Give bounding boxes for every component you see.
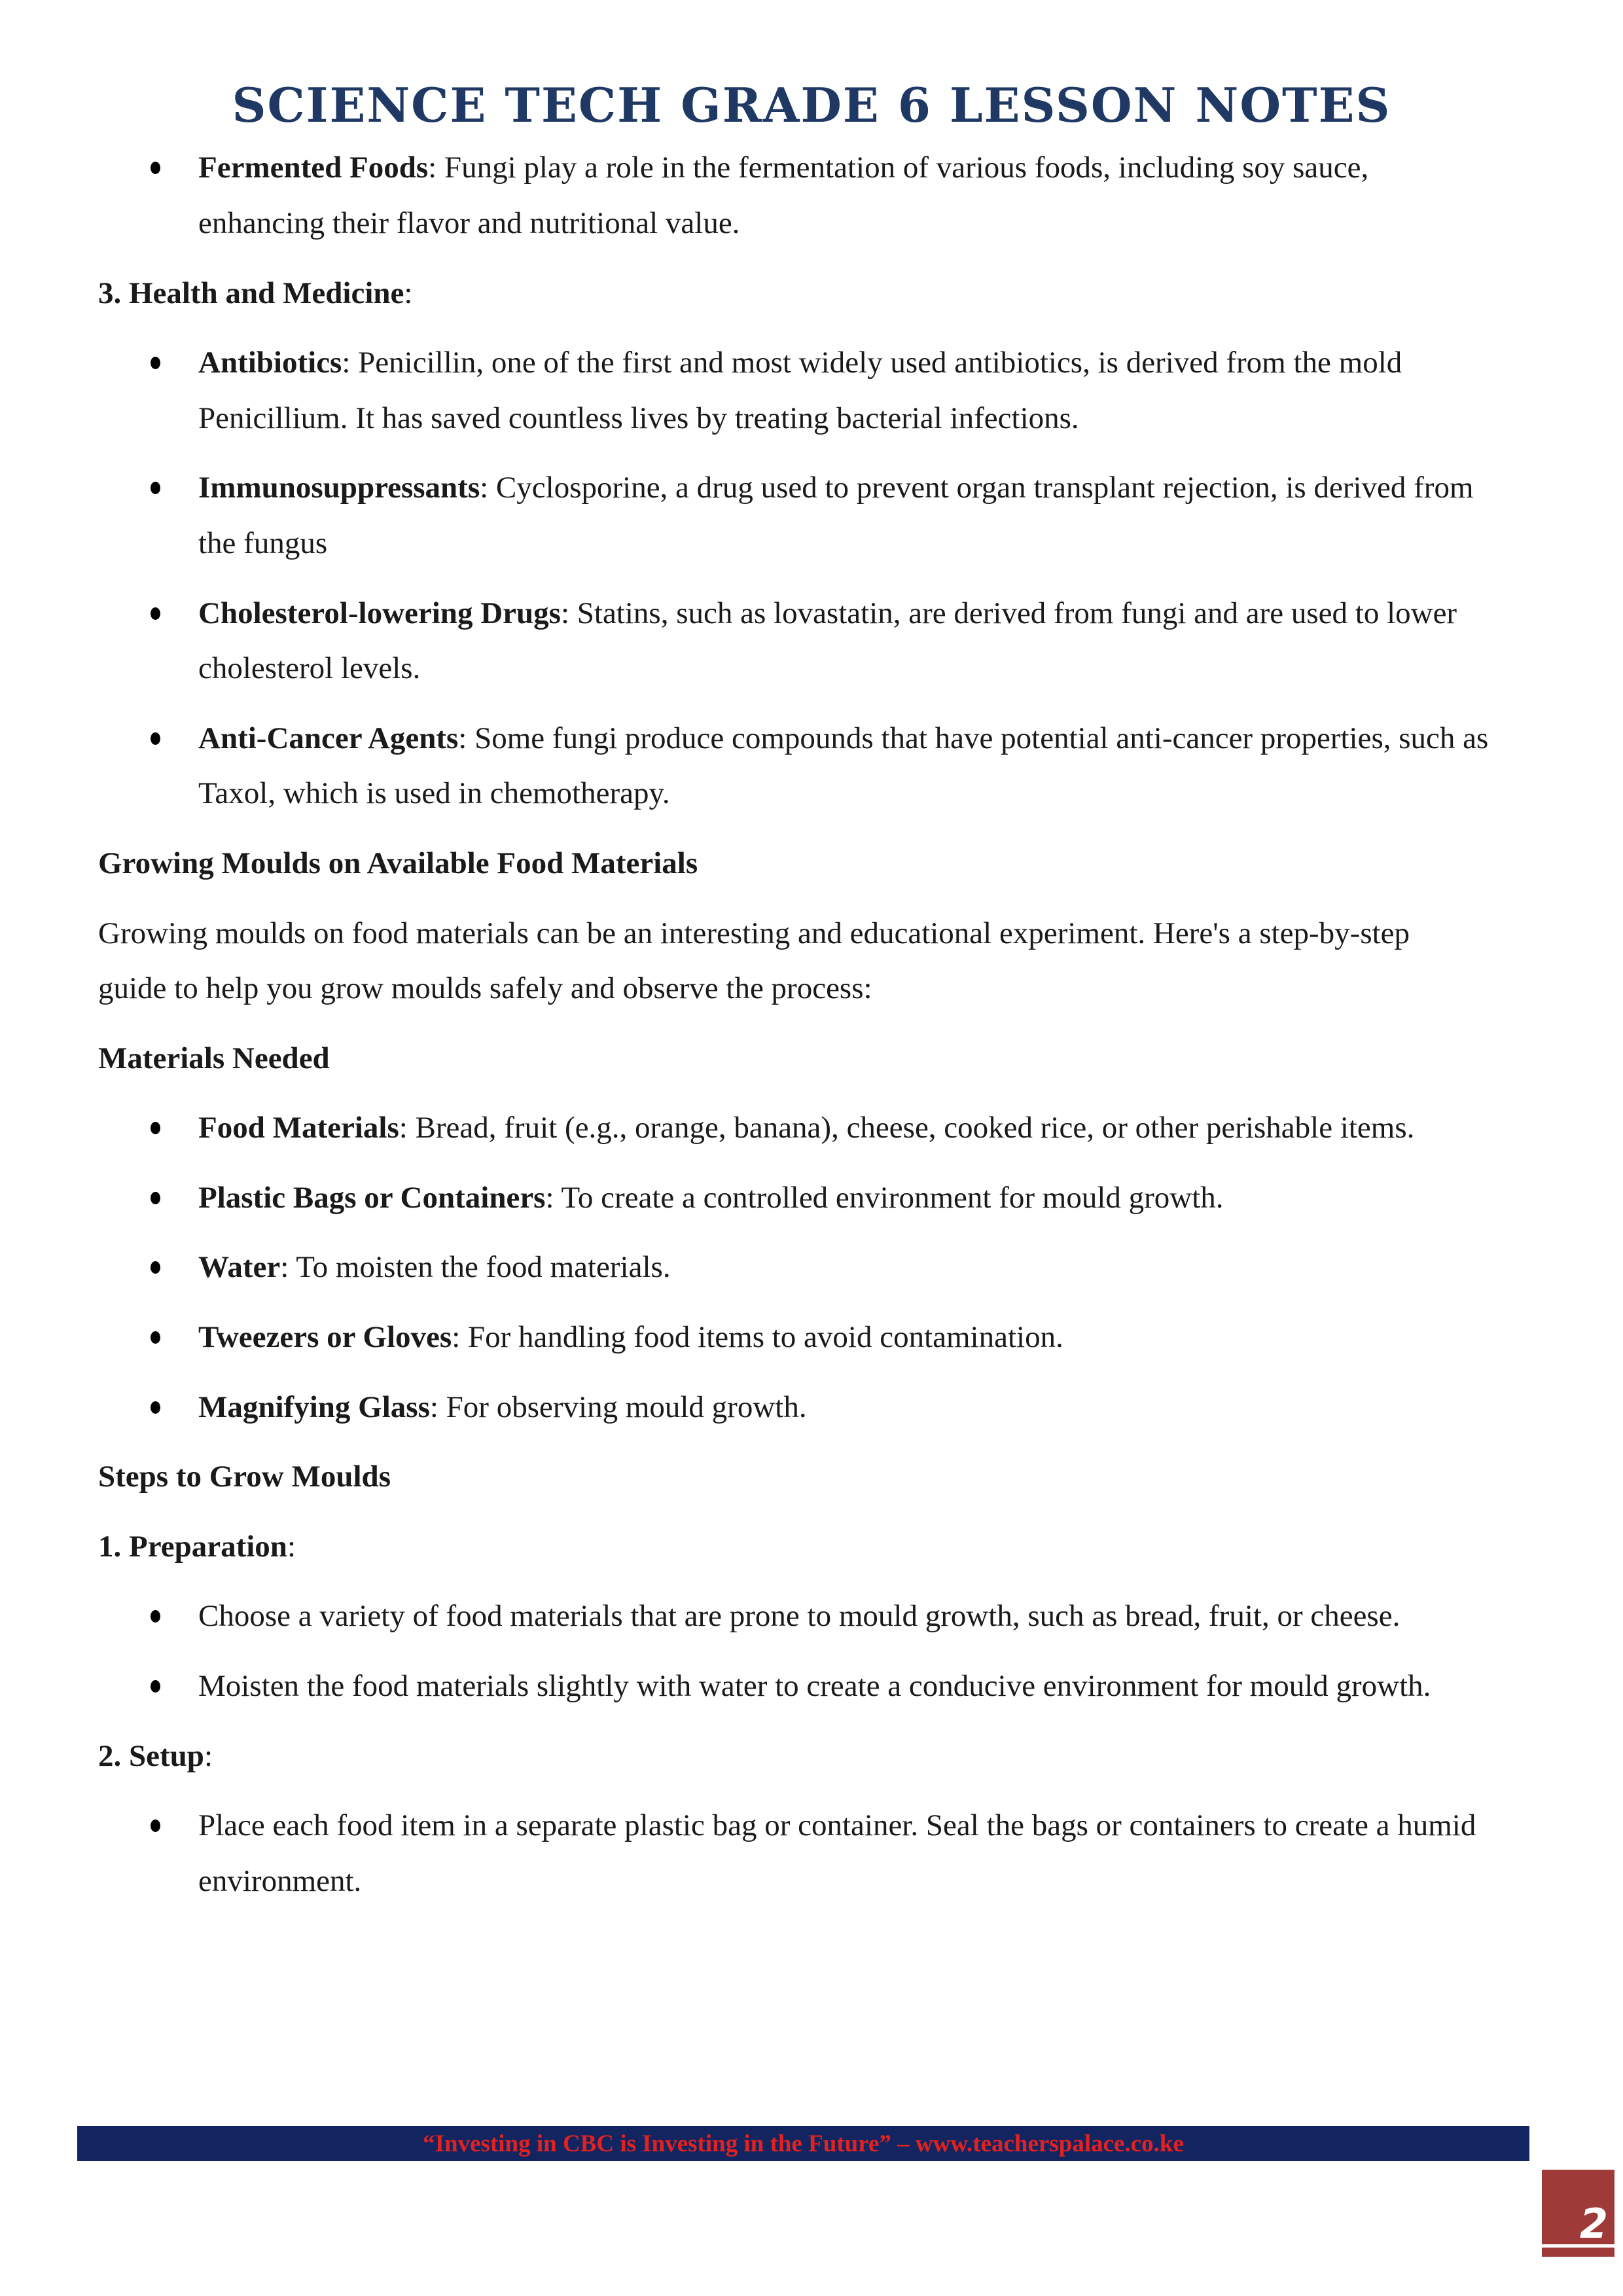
bullet-icon	[151, 1192, 160, 1204]
section-heading-text: Steps to Grow Moulds	[98, 1460, 391, 1494]
list-item-body	[198, 1111, 1414, 1145]
bullet-icon	[151, 1820, 160, 1832]
list-item	[98, 140, 1525, 251]
term-label: Magnifying Glass	[198, 1390, 430, 1424]
list-item	[98, 335, 1525, 446]
section-heading-colon: :	[404, 276, 413, 310]
list-item-body	[198, 151, 1368, 240]
list-item	[98, 1798, 1525, 1909]
section-heading-health	[98, 266, 1525, 321]
list-item-body	[198, 721, 1488, 811]
term-label: Antibiotics	[198, 346, 342, 380]
term-definition: : Statins, such as lovastatin, are derived from fungi and are used to lower cholesterol levels.	[198, 596, 1457, 686]
list-item-body	[198, 1181, 1224, 1215]
page-number-block	[1542, 2170, 1614, 2257]
section-heading-text: 2. Setup	[98, 1738, 204, 1773]
list-item	[98, 1588, 1525, 1644]
list-item	[98, 1310, 1525, 1365]
list-item-body	[198, 596, 1457, 686]
footer-banner	[77, 2126, 1529, 2161]
term-definition: : To moisten the food materials.	[280, 1250, 671, 1285]
term-label: Immunosuppressants	[198, 471, 480, 505]
page-title: SCIENCE TECH GRADE 6 LESSON NOTES	[232, 77, 1391, 133]
list-item	[98, 1380, 1525, 1435]
list-item	[98, 1240, 1525, 1295]
section-heading-text: Materials Needed	[98, 1041, 330, 1075]
term-label: Cholesterol-lowering Drugs	[198, 596, 561, 630]
list-item-body: Choose a variety of food materials that are prone to mould growth, such as bread, fruit, or cheese.	[198, 1599, 1400, 1634]
footer-slogan: “Investing in CBC is Investing in the Future” – www.teacherspalace.co.ke	[423, 2130, 1184, 2157]
bullet-icon	[151, 1401, 160, 1414]
bullet-icon	[151, 1261, 160, 1274]
section-heading-text: 3. Health and Medicine	[98, 276, 404, 310]
bullet-icon	[151, 1331, 160, 1344]
list-item-body	[198, 1390, 807, 1424]
section-heading-text: 1. Preparation	[98, 1529, 287, 1564]
list-item	[98, 1100, 1525, 1156]
term-definition: : Some fungi produce compounds that have potential anti-cancer properties, such as Taxol, which is used in chemotherapy.	[198, 721, 1489, 811]
list-item	[98, 1170, 1525, 1226]
bullet-icon	[151, 1610, 160, 1623]
bullet-icon	[151, 607, 160, 620]
term-definition: : To create a controlled environment for mould growth.	[545, 1180, 1224, 1215]
page-number-strip	[1542, 2248, 1614, 2257]
list-item	[98, 460, 1525, 571]
page-number-square	[1542, 2170, 1614, 2248]
section-heading-materials	[98, 1031, 1525, 1086]
term-label: Fermented Foods	[198, 151, 429, 185]
term-definition: : For observing mould growth.	[429, 1390, 807, 1424]
term-label: Plastic Bags or Containers	[198, 1180, 546, 1215]
bullet-icon	[151, 482, 160, 494]
list-item	[98, 711, 1525, 821]
term-definition: : Penicillin, one of the first and most widely used antibiotics, is derived from the mold Penicillium. It has saved countless lives by treating bacterial infections.	[198, 346, 1402, 435]
list-item-body	[198, 1320, 1063, 1354]
list-item-body	[198, 346, 1402, 435]
term-label: Anti-Cancer Agents	[198, 721, 459, 755]
term-definition: : Fungi play a role in the fermentation of various foods, including soy sauce, enhancing their flavor and nutritional value.	[198, 151, 1369, 240]
bullet-icon	[151, 162, 160, 174]
list-item-body	[198, 471, 1474, 560]
section-heading-colon: :	[287, 1529, 296, 1564]
page-number: 2	[1579, 2200, 1608, 2248]
intro-paragraph: Growing moulds on food materials can be an interesting and educational experiment. Here's a step-by-step guide to help you grow moulds safely and observe the process:	[98, 916, 1410, 1006]
section-heading-text: Growing Moulds on Available Food Materials	[98, 846, 698, 880]
section-heading-colon: :	[204, 1738, 213, 1773]
list-item-body: Place each food item in a separate plastic bag or container. Seal the bags or containers to create a humid environment.	[198, 1808, 1476, 1898]
term-definition: : Bread, fruit (e.g., orange, banana), cheese, cooked rice, or other perishable items.	[399, 1111, 1415, 1145]
section-heading-steps	[98, 1449, 1525, 1505]
term-label: Tweezers or Gloves	[198, 1320, 452, 1355]
list-item	[98, 586, 1525, 696]
bullet-icon	[151, 732, 160, 745]
term-definition: : For handling food items to avoid contamination.	[452, 1320, 1063, 1355]
term-label: Food Materials	[198, 1111, 399, 1145]
list-item	[98, 1659, 1525, 1714]
section-heading-growing-moulds	[98, 836, 1525, 891]
bullet-icon	[151, 1680, 160, 1693]
term-definition: : Cyclosporine, a drug used to prevent organ transplant rejection, is derived from the fungus	[198, 471, 1474, 560]
section-heading-preparation	[98, 1519, 1525, 1575]
term-label: Water	[198, 1250, 281, 1285]
list-item-body	[198, 1250, 671, 1284]
bullet-icon	[151, 357, 160, 369]
list-item-body: Moisten the food materials slightly with water to create a conducive environment for mould growth.	[198, 1669, 1431, 1704]
section-heading-setup	[98, 1729, 1525, 1784]
bullet-icon	[151, 1122, 160, 1134]
